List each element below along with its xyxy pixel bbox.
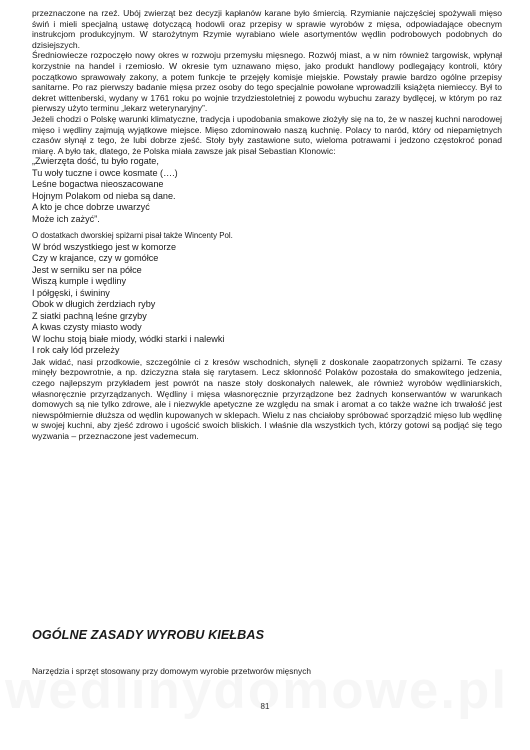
section-subheading: Narzędzia i sprzęt stosowany przy domowym wyrobie przetworów mięsnych <box>32 666 311 676</box>
poem-line: Może ich zażyć”. <box>32 213 100 224</box>
poem-line: Hojnym Polakom od nieba są dane. <box>32 190 176 201</box>
poem-line: „Zwierzęta dość, tu było rogate, <box>32 156 159 167</box>
poem-line: Obok w długich żerdziach ryby <box>32 299 156 310</box>
poem-line: A kwas czysty miasto wody <box>32 322 142 333</box>
paragraph: Jak widać, nasi przodkowie, szczególnie ci z kresów wschodnich, słynęli z doskonale zaopatrzonych spiżarni. Te czasy minęły bezpowrotnie, a np. dziczyzna stała się rarytasem. Lecz skłonność Polaków pozostała do smakowitego jedzenia, czego najlepszym przykładem jest powrót na nasze stoły doskonałych nalewek, ale również wyrobów wędliniarskich, własnoręcznie przyrządzanych. Wędliny i mięsa własnoręcznie przyrządzone bez żadnych konserwantów w warunkach domowych są nie tylko zdrowe, ale i niezwykle apetyczne ze względu na smak i aromat a co także ważne ich trwałość jest niewspółmiernie dłuższa od wędlin kupowanych w sklepach. Wielu z nas chciałoby spróbować sporządzić mięso lub wędlinę w swojej kuchni, aby zjeść zdrowo i ugościć swoich bliskich. I właśnie dla wszystkich tych, którzy gotowi są podjąć się tego wyzwania – przeznaczone jest vademecum. <box>32 356 502 441</box>
paragraph: przeznaczone na rzeź. Ubój zwierząt bez decyzji kapłanów karane było śmiercią. Rzymianie najczęściej spożywali mięso świń i mieli specjalną ustawę dotyczącą hodowli oraz przepisy w sprawie wyrobów z mięsa, odpowiadające obecnym instrukcjom produkcyjnym. W starożytnym Rzymie wyrabiano wiele asortymentów wędlin podrobowych podobnych do dzisiejszych. <box>32 8 502 50</box>
poem-line: I półgęski, i świniny <box>32 287 110 298</box>
poem-line: Tu woły tuczne i owce kosmate (….) <box>32 167 178 178</box>
poem-line: Z siatki pachną leśne grzyby <box>32 310 147 321</box>
poem-line: Czy w krajance, czy w gomółce <box>32 253 159 264</box>
poem-line: Leśne bogactwa nieoszacowane <box>32 179 164 190</box>
page-number: 81 <box>260 702 270 711</box>
poem-klonowic <box>32 156 502 225</box>
poem-line: W bród wszystkiego jest w komorze <box>32 241 177 252</box>
poem-line: Jest w serniku ser na półce <box>32 264 142 275</box>
paragraph: Jeżeli chodzi o Polskę warunki klimatyczne, tradycja i upodobania smakowe złożyły się na to, że w naszej kuchni narodowej mięso i wędliny zajmują wyjątkowe miejsce. Mięso zdominowało naszą kuchnię. Polacy to naród, który od niepamiętnych czasów słynął z tego, że lubi dobrze zjeść. Stoły były zastawione suto, wieloma potrawami i jedzono częstokroć ponad miarę. A było tak, dlatego, że Polska miała zawsze jak pisał Sebastian Klonowic: <box>32 113 502 156</box>
poem-line: I rok cały lód przeleży <box>32 345 120 356</box>
section-heading: OGÓLNE ZASADY WYROBU KIEŁBAS <box>32 628 265 642</box>
poem-pol <box>32 242 502 357</box>
body-text <box>32 8 502 442</box>
poem-intro: O dostatkach dworskiej spiżarni pisał także Wincenty Pol. <box>32 231 233 241</box>
poem-line: A kto je chce dobrze uwarzyć <box>32 202 150 213</box>
poem-line: W lochu stoją białe miody, wódki starki i nalewki <box>32 333 225 344</box>
paragraph: Średniowiecze rozpoczęło nowy okres w rozwoju przemysłu mięsnego. Rozwój miast, a w nim również targowisk, wpłynął korzystnie na handel i rzemiosło. W okresie tym uznawano mięso, jako produkt handlowy podlegający kontroli, który początkowo sprawowały zakony, a potem funkcje te przejęły komisje miejskie. Powstały prawie bardzo ogólne przepisy sanitarne. Po raz pierwszy badanie mięsa przez osoby do tego specjalnie powołane wprowadzili książęta niemieccy. Był to dekret wittenberski, wydany w 1761 roku po wojnie trzydziestoletniej z powodu wybuchu zarazy bydlęcej, w którym po raz pierwszy użyto terminu „lekarz weterynaryjny”. <box>32 50 502 114</box>
poem-line: Wiszą kumple i wędliny <box>32 276 126 287</box>
